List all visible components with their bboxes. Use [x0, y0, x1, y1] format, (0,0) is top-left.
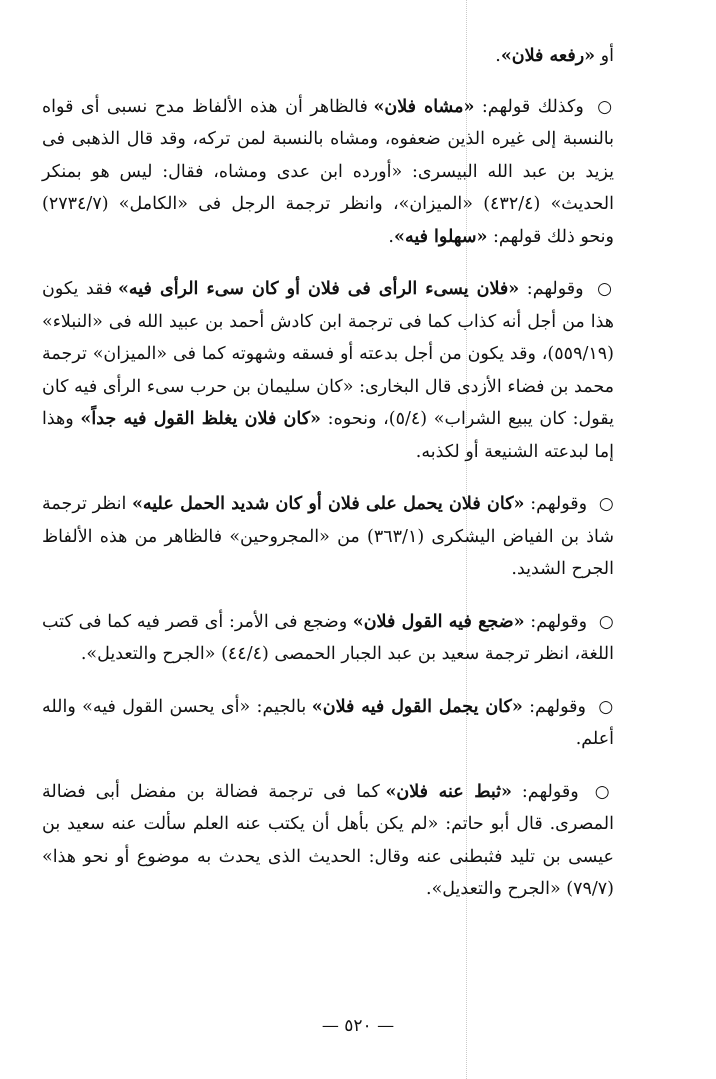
- p1-text-3: .: [388, 226, 394, 247]
- document-body: [42, 40, 614, 926]
- p3-text-1: وقولهم:: [524, 494, 588, 514]
- p3-term: «كان فلان يحمل على فلان أو كان شديد الحمل عليه»: [131, 494, 525, 514]
- p1-term-2: «سهلوا فيه»: [394, 226, 488, 247]
- circle-bullet-icon: ○: [594, 781, 614, 802]
- paragraph-1: [42, 91, 614, 254]
- paragraph-6: [42, 776, 614, 906]
- p2-text-1: وقولهم:: [519, 279, 584, 299]
- p2-term-1: «فلان يسىء الرأى فى فلان أو كان سىء الرأى فيه»: [117, 279, 520, 299]
- p5-term: «كان يجمل القول فيه فلان»: [311, 696, 523, 717]
- page-number: — ٥٢٠ —: [321, 1016, 395, 1036]
- paragraph-2: [42, 273, 614, 468]
- p5-text-1: وقولهم:: [522, 696, 586, 717]
- p0-term: «رفعه فلان»: [500, 46, 596, 66]
- p6-text-2: كما فى ترجمة فضالة بن مفضل أبى فضالة المصرى. قال أبو حاتم: «لم يكن بأهل أن يكتب عنه العلم سألت عنه سعيد بن عيسى بن تليد فثبطنى عنه وقال: الحديث الذى يحدث به موضوع أو نحو هذا» (٧٩/٧) «الجرح والتعديل».: [42, 781, 614, 899]
- p3-text-2: انظر ترجمة شاذ بن الفياض اليشكرى (٣٦٣/١) من «المجروحين» فالظاهر من هذه الألفاظ الجرح الشديد.: [42, 494, 614, 579]
- p1-text-2: فالظاهر أن هذه الألفاظ مدح نسبى أى قواه بالنسبة إلى غيره الذين ضعفوه، ومشاه بالنسبة لمن تركه، وقد قال الذهبى فى يزيد بن عبد الله البيسرى: «أورده ابن عدى ومشاه، فقال: ليس هو بمنكر الحديث» (٤٣٢/٤) «الميزان»، وانظر ترجمة الرجل فى «الكامل» (٢٧٣٤/٧) ونحو ذلك قولهم:: [42, 96, 615, 247]
- p0-text-1: أو: [595, 46, 614, 66]
- p1-term-1: «مشاه فلان»: [373, 96, 475, 117]
- circle-bullet-icon: ○: [598, 611, 614, 632]
- p5-text-2: بالجيم: «أى يحسن القول فيه» والله أعلم.: [42, 696, 614, 749]
- paragraph-3: [42, 488, 614, 586]
- paragraph-5: [42, 691, 614, 756]
- paragraph-4: [42, 606, 614, 671]
- circle-bullet-icon: ○: [597, 96, 614, 117]
- p6-term: «ثبط عنه فلان»: [385, 781, 512, 802]
- p2-term-2: «كان فلان يغلظ القول فيه جداً»: [80, 409, 321, 429]
- p2-text-3: وهذا إما لبدعته الشنيعة أو لكذبه.: [42, 409, 614, 462]
- circle-bullet-icon: ○: [597, 279, 614, 299]
- p6-text-1: وقولهم:: [511, 781, 579, 802]
- p2-text-2: فقد يكون هذا من أجل أنه كذاب كما فى ترجمة ابن كادش أحمد بن عبيد الله فى «النبلاء» (٥٥٩/١٩)، وقد يكون من أجل بدعته أو فسقه وشهوته كما فى «الميزان» ترجمة محمد بن فضاء الأزدى قال البخارى: «كان سليمان بن حرب سىء الرأى فيه كان يقول: كان يبيع الشراب» (٥/٤)، ونحوه:: [42, 279, 614, 429]
- p4-text-1: وقولهم:: [524, 611, 588, 632]
- circle-bullet-icon: ○: [598, 494, 614, 514]
- p4-term: «ضجع فيه القول فلان»: [352, 611, 525, 632]
- circle-bullet-icon: ○: [598, 696, 614, 717]
- p4-text-2: وضجع فى الأمر: أى قصر فيه كما فى كتب اللغة، انظر ترجمة سعيد بن عبد الجبار الحمصى (٤٤/٤) «الجرح والتعديل».: [42, 611, 614, 664]
- p1-text-1: وكذلك قولهم:: [474, 96, 584, 117]
- paragraph-0: [42, 40, 614, 73]
- p0-text-2: .: [495, 46, 501, 66]
